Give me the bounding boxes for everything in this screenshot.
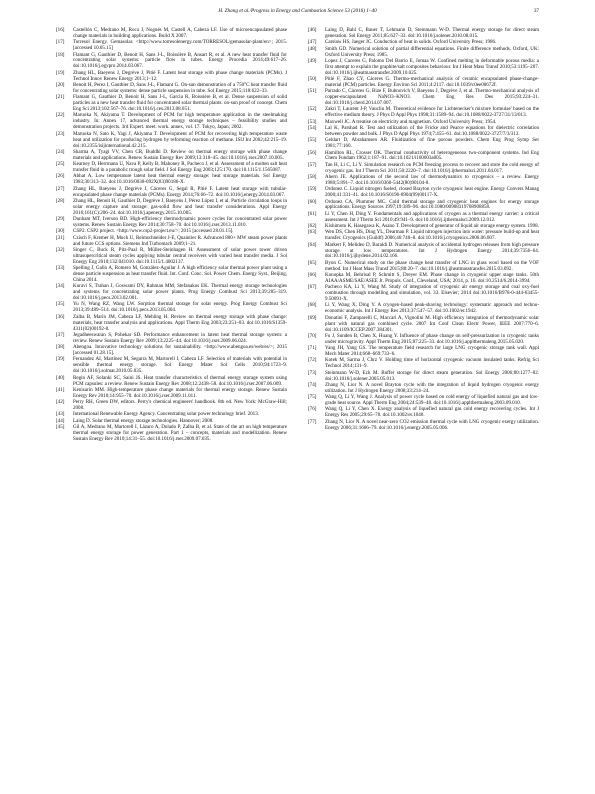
reference-text: Perry RH, Green DW, editors. Perry's chemical engineers' handbook. 8th ed. New York: McGraw-Hill; 2008.: [73, 399, 287, 412]
reference-text: Steinmann W-D, Eck M. Buffer storage for direct steam generation. Sol Energy 2006;80:1277–82. doi:10.1016/j.solener.2005.05.013.: [325, 369, 539, 382]
reference-entry: [56, 425, 287, 443]
reference-number: [70]: [308, 332, 317, 339]
reference-text: Wen DS, Chen HS, Ding YL, Dearman P. Liquid nitrogen injection into water: pressure build-up and heat transfer. Cryogenics (Guildf) 2006;46:740–8. doi:10.1016/j.cryogenics.2006.06.007.: [325, 229, 539, 242]
reference-entry: [56, 162, 287, 174]
reference-entry: [56, 132, 287, 150]
reference-number: [43]: [56, 411, 65, 418]
reference-text: Sharma A, Tyagi VV, Chen CR, Buddhi D. Review on thermal energy storage with phase change materials and applications. Renew Sustain Energy Rev 2009;13:318–45. doi:10.1016/j.rser.2007.10.005.: [73, 148, 287, 161]
reference-text: Wang Q, Li Y, Wang J. Analysis of power cycle based on cold energy of liquefied natural gas and low-grade heat source. Appl Therm Eng 2004;24:539–48. doi:10.1016/j.applthermaleng.2003.09.010.: [325, 394, 539, 407]
reference-number: [20]: [56, 81, 65, 88]
reference-number: [46]: [308, 27, 317, 33]
reference-text: Zakri T, Laurent J-P, Vauclin M. Theoretical evidence for Lichtenecker's mixture formulae' based on the effective medium theory. J Phys D Appl Phys 1998;31:1589–94. doi:10.1088/0022-3727/31/13/013.: [325, 106, 539, 119]
reference-number: [57]: [308, 161, 317, 168]
reference-text: Smith GD. Numerical solution of partial differential equations. Finite difference methods. Oxford, UK: Oxford University Press; 1985.: [325, 45, 539, 58]
reference-entry: [56, 40, 287, 52]
reference-number: [39]: [56, 356, 65, 363]
reference-number: [18]: [56, 51, 65, 58]
reference-text: Castellón C, Medrano M, Roca J, Nogués M, Castell A, Cabeza LF. Use of microencapsulated phase change materials in building applications. Build X 2007.: [73, 27, 287, 39]
reference-entry: [308, 261, 539, 273]
reference-text: Maxwell JC. A treatise on electricity and magnetism. Oxford University Press; 1954.: [325, 118, 497, 125]
reference-entry: [56, 150, 287, 162]
reference-number: [30]: [56, 228, 65, 235]
reference-entry: [56, 266, 287, 284]
reference-number: [28]: [56, 197, 65, 204]
reference-number: [62]: [308, 223, 317, 229]
reference-text: Jegadheeswaran S, Pohekar SD. Performance enhancement in latent heat thermal storage system: a review. Renew Sustain Energy Rev 2009;13:2225–44. doi:10.1016/j.rser.2009.06.024.: [73, 331, 287, 344]
reference-text: Carslaw HS, Jaeger JC. Conduction of heat in solids. Oxford University Press; 1986.: [325, 39, 497, 46]
reference-text: Yang JH, Yang GS. The temperature field research for large LNG cryogenic storage tank wall. Appl Mech Mater 2014;668–669:733–6.: [325, 345, 539, 358]
reference-number: [65]: [308, 259, 317, 266]
reference-number: [76]: [308, 406, 317, 413]
reference-number: [59]: [308, 186, 317, 193]
reference-entry: [308, 107, 539, 119]
reference-entry: [308, 47, 539, 59]
reference-text: Kenisarin MM. High-temperature phase change materials for thermal energy storage. Renew Sustain Energy Rev 2010;14:955–70. doi:10.1016/j.rser.2009.11.011.: [73, 386, 287, 399]
reference-text: Zhang N, Lior N. A novel near-zero CO2 emission thermal cycle with LNG cryogenic exergy utilization. Energy 2006;31:1666–79. doi:10.1016/j.energy.2005.05.006.: [325, 418, 539, 431]
reference-number: [61]: [308, 210, 317, 217]
reference-text: Czisch F, Kremer H, Much U, Reimschneider J-E, Quaintier R. Advanced 800+ MW steam power plants and future CCS options. Siemens Ind Turbomach 2009;1–21.: [73, 234, 287, 247]
reference-number: [66]: [308, 272, 317, 278]
reference-number: [21]: [56, 94, 65, 101]
reference-text: Kishimoto K, Hasegawa K, Asano T. Development of generator of liquid air storage energy system. 1998.: [325, 223, 539, 229]
reference-number: [26]: [56, 173, 65, 180]
reference-text: Flamant G, Gauthier D, Benoit H, Sans J-L, Boissière B, Ansart R, et al. A new heat transfer fluid for concentrating solar systems: particle flow in tubes. Energy Procedia 2014;49:617–26. doi:10.1016/j.egypro.2014.03.067.: [73, 51, 287, 70]
reference-entry: [308, 163, 539, 175]
reference-entry: [56, 315, 287, 333]
reference-text: Ordonez C. Liquid nitrogen fueled, closed Brayton cycle cryogenic heat engine. Energy Convers Manag 2000;41:331–41. doi:10.1016/S0196-8904(99)00117-X.: [325, 186, 539, 199]
page-number: 37: [533, 8, 539, 14]
reference-number: [54]: [308, 125, 317, 131]
reference-number: [69]: [308, 314, 317, 321]
reference-entry: [308, 151, 539, 163]
reference-number: [45]: [56, 423, 65, 430]
reference-text: Zhang HL, Baeyens J, Degrève J, Pitié F. Latent heat storage with phase change materials (PCMs). J Technol Innov Renew Energy 2013;1–12.: [73, 69, 287, 82]
reference-text: Laing D. Solar thermal energy storage technologies. Hannover; 2008.: [73, 417, 214, 424]
reference-text: Hamilton RL, Crosser OK. Thermal conductivity of heterogeneous two-component systems. Ind Eng Chem Fundam 1962;1:187–91. doi:10.1021/i160003a005.: [325, 149, 539, 162]
reference-entry: [308, 303, 539, 315]
reference-text: Yu N, Wang RZ, Wang LW. Sorption thermal storage for solar energy. Prog Energy Combust Sci 2013;39:489–514. doi:10.1016/j.pecs.2013.05.004.: [73, 301, 287, 314]
reference-number: [40]: [56, 374, 65, 381]
reference-number: [53]: [308, 118, 317, 125]
reference-entry: [56, 388, 287, 400]
reference-entry: [308, 420, 539, 432]
reference-number: [77]: [308, 418, 317, 425]
reference-entry: [56, 174, 287, 186]
reference-text: Abengoa. Innovative technology solutions for sustainability. <http://www.abengoa.es/web/es/>; 2015 [accessed 01.28.15].: [73, 344, 287, 357]
reference-number: [34]: [56, 283, 65, 290]
reference-number: [71]: [308, 345, 317, 352]
reference-number: [48]: [308, 45, 317, 52]
reference-text: Ordonez CA, Plummer MC. Cold thermal storage and cryogenic heat engines for energy storage applications. Energy Sources 1997;19:389–96. doi:10.1080/00908319708908858.: [325, 198, 539, 211]
reference-entry: [56, 376, 287, 388]
reference-entry: [56, 187, 287, 199]
reference-text: Lal K, Parshad R. Test and utilization of the Fricke and Pearce equations for dielectric correlation between powder and bulk. J Phys D Appl Phys 1974;7:455–61. doi:10.1088/0022-3727/7/3/313.: [325, 125, 539, 137]
reference-text: Konopka M, Behrisal P, Schmitt S, Dreyer EM. Phase change in cryogenic upper stage tanks. 50th AIAA/ASME/SAE/ASEE Jt. Propuls. Conf., Cleveland, USA; 2014, p. 16. doi:10.2514/6.2014-3994.: [325, 272, 539, 284]
reference-number: [67]: [308, 284, 317, 291]
reference-number: [44]: [56, 417, 65, 424]
reference-number: [33]: [56, 265, 65, 272]
reference-text: Wang Q, Li Y, Chen X. Exergy analysis of liquefied natural gas cold energy recovering cycles. Int J Energy Res 2005;29:65–78. doi:10.1002/er.1040.: [325, 406, 539, 419]
reference-entry: [308, 187, 539, 199]
reference-number: [72]: [308, 357, 317, 364]
reference-entry: [56, 53, 287, 71]
reference-number: [36]: [56, 313, 65, 320]
reference-text: Geldart D, Abrahamsen AR. Fluidization of fine porous powders. Chem Eng Prog Symp Ser 1981;77:160.: [325, 137, 539, 150]
reference-entry: [308, 200, 539, 212]
reference-number: [64]: [308, 241, 317, 248]
reference-entry: [56, 95, 287, 113]
reference-text: Kotek M, Sarma J, Chrz V. Holding time of horizontal cryogenic vacuum insulated tanks. Refrig Sci Technol 2014;131–9.: [325, 357, 539, 370]
reference-number: [38]: [56, 344, 65, 351]
reference-entry: [56, 28, 287, 40]
reference-number: [63]: [308, 229, 317, 236]
reference-number: [52]: [308, 106, 317, 113]
reference-number: [17]: [56, 39, 65, 46]
reference-entry: [308, 243, 539, 261]
reference-entry: [56, 199, 287, 217]
references-right-column: [308, 28, 539, 432]
reference-number: [55]: [308, 137, 317, 144]
reference-text: Pacheco KA, Li Y, Wang M. Study of integration of cryogenic air energy storage and coal oxy-fuel combustion through modelling and simulation, vol. 33. Elsevier; 2014 doi:10.1016/B978-0-444-63455-9.50091-X.: [325, 284, 539, 303]
reference-entry: [308, 285, 539, 303]
reference-number: [22]: [56, 112, 65, 119]
reference-entry: [56, 113, 287, 131]
running-header: [56, 8, 539, 20]
reference-number: [68]: [308, 302, 317, 309]
reference-text: Li Y, Wang X, Ding Y. A cryogen-based peak-shaving technology: systematic approach and techno-economic analysis. Int J Energy Res 2013;37:547–57. doi:10.1002/er.1942.: [325, 302, 539, 315]
reference-entry: [308, 59, 539, 77]
reference-text: Li Y, Chen H, Ding Y. Fundamentals and applications of cryogen as a thermal energy carrier: a critical assessment. Int J Therm Sci 2010;49:941–9. doi:10.1016/j.ijthermalsci.2009.12.012.: [325, 210, 539, 223]
reference-number: [47]: [308, 39, 317, 46]
reference-number: [32]: [56, 246, 65, 253]
reference-text: Gil A, Medrano M, Martorell I, Lázaro A, Dolado P, Zalba B, et al. State of the art on high temperature thermal energy storage for power generation. Part 1 – concepts, materials and modellization. Renew Sustain Energy Rev 2010;14:31–55. doi:10.1016/j.rser.2009.07.035.: [73, 423, 287, 442]
reference-number: [56]: [308, 149, 317, 156]
reference-entry: [56, 236, 287, 248]
reference-text: Parrado C, Cáceres G, Bize F, Bubnovich V, Baeyens J, Degrève J, et al. Thermo-mechanical analysis of copper-encapsulated NaNO3–KNO3. Chem Eng Res Des 2015;93:224–31. doi:10.1016/j.cherd.2014.07.007.: [325, 88, 539, 107]
reference-text: Abhat A. Low temperature latent heat thermal energy storage: heat storage materials. Sol Energy 1983;30:313–32. doi:10.1016/0038-092X(83)90186-X.: [73, 173, 287, 186]
reference-number: [42]: [56, 399, 65, 406]
reference-number: [29]: [56, 216, 65, 223]
reference-entry: [308, 316, 539, 334]
reference-entry: [308, 230, 539, 242]
reference-entry: [56, 284, 287, 302]
reference-text: Kuravi S, Trahan J, Goswami DY, Rahman MM, Stefanakos EK. Thermal energy storage technologies and systems for concentrating solar power plants. Prog Energy Combust Sci 2013;39:285–319. doi:10.1016/j.pecs.2013.02.001.: [73, 283, 287, 302]
reference-text: Spelling J, Gallo A, Romero M, González-Aguilar J. A high efficiency solar thermal power plant using a dense particle suspension as heat transfer fluid. Int. Conf. Conc. Sol. Power Chem. Energy Syst., Beijing, China 2014.: [73, 265, 287, 283]
reference-entry: [308, 89, 539, 107]
reference-number: [31]: [56, 234, 65, 241]
reference-number: [60]: [308, 198, 317, 205]
reference-number: [75]: [308, 394, 317, 401]
reference-text: Fu J, Sunden B, Chen X, Huang Y. Influence of phase change on self-pressurization in cryogenic tanks under microgravity. Appl Therm Eng 2015;87:225–33. doi:10.1016/j.applthermaleng.2015.05.020.: [325, 332, 539, 345]
reference-number: [19]: [56, 69, 65, 76]
reference-number: [24]: [56, 148, 65, 155]
reference-text: Regin AF, Solanki SC, Saini JS. Heat transfer characteristics of thermal energy storage system using PCM capsules: a review. Renew Sustain Energy Rev 2008;12:2438–58. doi:10.1016/j.rser.2007.06.009.: [73, 374, 287, 387]
reference-entry: [56, 333, 287, 345]
references-left-column: [56, 28, 287, 443]
reference-text: Ahern JE. Applications of the second law of thermodynamics to cryogenics – a review. Energy 1980;5:891–7. doi:10.1016/0360-5442(80)90104-8.: [325, 174, 539, 186]
reference-text: Kearney D, Herrmann U, Nava P, Kelly B, Mahoney R, Pacheco J, et al. Assessment of a molten salt heat transfer fluid in a parabolic trough solar field. J Sol Energy Eng 2003;125:170. doi:10.1115/1.1565087.: [73, 161, 287, 174]
reference-text: Singer C, Buck R, Pitz-Paal R, Müller-Steinhagen H. Assessment of solar power tower driven ultrasupercritical steam cycles applying tubular central receivers with varied heat transfer media. J Sol Energy Eng 2010;132:041010. doi:10.1115/1.4002137.: [73, 246, 287, 265]
reference-text: Pitié F, Zhao CY, Cáceres G. Thermo-mechanical analysis of ceramic encapsulated phase-change-material (PCM) particles. Energy Environ Sci 2011;4:2117. doi:10.1039/c0ee00672f.: [325, 76, 539, 88]
reference-text: Zhang N, Lior N. A novel Brayton cycle with the integration of liquid hydrogen cryogenic exergy utilization. Int J Hydrogen Energy 2008;33:214–24.: [325, 381, 539, 394]
reference-text: Torresol Energy. Gemasolar. <http://www.torresolenergy.com/TORRESOL/gemasolar-plant/en>; 2015. [accessed 10.05.15]: [73, 39, 287, 52]
reference-text: Zhang HL, Baeyens J, Degrève J, Cáceres G, Segal R, Pitié F. Latent heat storage with tubular-encapsulated phase change materials (PCMs). Energy 2014;76:66–72. doi:10.1016/j.energy.2014.03.067.: [73, 185, 287, 198]
reference-text: CSP2. CSP2 project. <http://www.csp2-project.eu/>; 2015 [accessed 28.01.15].: [73, 228, 234, 235]
reference-number: [35]: [56, 301, 65, 308]
reference-entry: [308, 212, 539, 224]
reference-entry: [308, 371, 539, 383]
reference-text: Maruoka N, Akiyama T. Development of PCM for high temperature application in the steelmaking industry. In: Annex 17, advanced thermal energy storage techniques – feasibility studies and demonstration projects. 3rd Expert. meet. work. annex, vol. 17. Tokyo, Japan; 2002.: [73, 112, 287, 131]
journal-citation: H. Zhang et al./Progress in Energy and Combustion Science 53 (2016) 1–40: [218, 8, 377, 14]
reference-number: [16]: [56, 27, 65, 33]
reference-entry: [308, 358, 539, 370]
reference-text: Flamant G, Gauthier D, Benoit H, Sans J-L, Garcia R, Boissière B, et al. Dense suspension of solid particles as a new heat transfer fluid for concentrated solar thermal plants: on-sun proof of concept. Chem Eng Sci 2013;102:567–76. doi:10.1016/j.ces.2013.08.051.: [73, 94, 287, 113]
reference-text: Dunham MT, Iverson BD. High-efficiency thermodynamic power cycles for concentrated solar power systems. Renew Sustain Energy Rev 2014;30:758–70. doi:10.1016/j.rser.2013.11.010.: [73, 216, 287, 228]
reference-entry: [56, 357, 287, 375]
reference-number: [23]: [56, 130, 65, 137]
reference-text: Donatini F, Zamparelli C, Maccari A, Vignolini M. High efficiency integration of thermodynamic solar plant with natural gas combined cycle. 2007 Int Conf Clean Electr Power, IEEE 2007:770–6. doi:10.1109/ICCEP.2007.384301.: [325, 314, 539, 333]
reference-entry: [56, 71, 287, 83]
reference-number: [49]: [308, 57, 317, 64]
reference-number: [51]: [308, 88, 317, 95]
reference-text: Zhang HL, Benoit H, Gauthier D, Degrève J, Baeyens J, Pérez López I, et al. Particle circulation loops in solar energy capture and storage: gas-solid flow and heat transfer considerations. Appl Energy 2016;161(C):206–24. doi:10.1016/j.apenergy.2015.10.005.: [73, 197, 287, 216]
reference-number: [37]: [56, 331, 65, 338]
reference-text: Fernandez AI, Martínez M, Segarra M, Martorell I, Cabeza LF. Selection of materials with potential in sensible thermal energy storage. Sol Energy Mater Sol Cells 2010;94:1723–9. doi:10.1016/j.solmat.2010.05.035.: [73, 356, 287, 375]
reference-text: Tan H, Li C, Li Y. Simulation research on PCM freezing process to recover and store the cold energy of cryogenic gas. Int J Therm Sci 2011;50:2220–7. doi:10.1016/j.ijthermalsci.2011.04.017.: [325, 161, 539, 174]
reference-entry: [308, 407, 539, 419]
reference-number: [58]: [308, 174, 317, 180]
reference-entry: [308, 138, 539, 150]
reference-number: [41]: [56, 386, 65, 393]
reference-text: Markert F, Melideo D, Baraldi D. Numerical analysis of accidental hydrogen releases from high pressure storage at low temperatures. Int J Hydrogen Energy 2014;39:7356–64. doi:10.1016/j.ijhydene.2014.02.166.: [325, 241, 539, 260]
reference-number: [73]: [308, 369, 317, 376]
reference-number: [25]: [56, 161, 65, 168]
reference-text: Benoit H, Perez I, Gauthier D, Sans J-L, Flamant G. On-sun demonstration of a 750°C heat transfer fluid for concentrating solar systems: dense particle suspension in tube. Sol Energy 2015;118:622–33.: [73, 81, 287, 94]
reference-number: [50]: [308, 76, 317, 82]
reference-text: Zalba B, Marín JM, Cabeza LF, Mehling H. Review on thermal energy storage with phase change: materials, heat transfer analysis and applications. Appl Therm Eng 2003;23:251–83. doi:10.1016/S1359-4311(02)00192-8.: [73, 313, 287, 332]
reference-text: Byon C. Numerical study on the phase change heat transfer of LNG in glass wool based on the VOF method. Int J Heat Mass Transf 2015;88:20–7. doi:10.1016/j.ijheatmasstransfer.2015.03.092.: [325, 259, 539, 272]
reference-entry: [56, 217, 287, 229]
reference-text: Maruoka N, Sato K, Yagi J, Akiyama T. Development of PCM for recovering high temperature waste heat and utilization for producing hydrogen by reforming reaction of methane. ISIJ Int 2002;42:215–19. doi:10.2355/isijinternational.42.215.: [73, 130, 287, 149]
reference-text: International Renewable Energy Agency. Concentrating solar power technology brief. 2013.: [73, 411, 259, 418]
reference-number: [27]: [56, 185, 65, 192]
reference-entry: [56, 302, 287, 314]
reference-text: Laing D, Bahl C, Bauer T, Lehmann D, Steinmann W-D. Thermal energy storage for direct steam generation. Sol Energy 2011;85:627–33. doi:10.1016/j.solener.2010.08.015.: [325, 27, 539, 39]
reference-text: Lopez J, Caceres G, Palomo Del Barrio E, Jomaa W. Confined melting in deformable porous media: a first attempt to explain the graphite/salt composites behaviour. Int J Heat Mass Transf 2010;53:1195–207. doi:10.1016/j.ijheatmasstransfer.2009.10.025.: [325, 57, 539, 76]
reference-entry: [56, 248, 287, 266]
reference-number: [74]: [308, 381, 317, 388]
